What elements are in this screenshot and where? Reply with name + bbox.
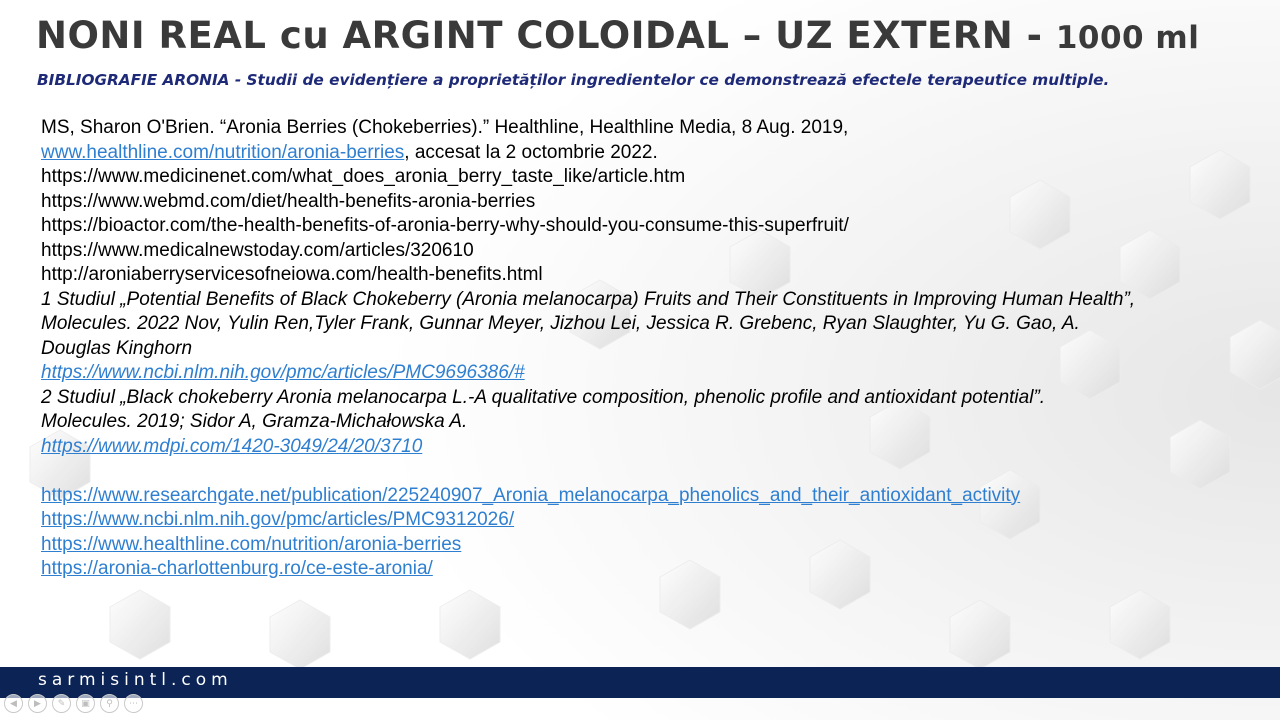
- bibliography-list: [41, 116, 1276, 582]
- reference-3: https://www.webmd.com/diet/health-benefits-aronia-berries: [41, 190, 536, 212]
- slides-icon[interactable]: ▣: [76, 694, 95, 713]
- reference-5: https://www.medicalnewstoday.com/articles/320610: [41, 239, 474, 261]
- spacer: [41, 459, 1276, 484]
- reference-1-line2: [41, 141, 1276, 166]
- footer-bar: [0, 667, 1280, 698]
- reference-2: https://www.medicinenet.com/what_does_aronia_berry_taste_like/article.htm: [41, 166, 686, 187]
- prev-icon[interactable]: ◀: [4, 694, 23, 713]
- study-2-line-2: Molecules. 2019; Sidor A, Gramza-Michałowska A.: [41, 411, 468, 432]
- reference-1-suffix: , accesat la 2 octombrie 2022.: [404, 141, 658, 163]
- footer-site: sarmisintl.com: [38, 670, 233, 690]
- reference-1-text: MS, Sharon O'Brien. “Aronia Berries (Chokeberries).” Healthline, Healthline Media, 8 Aug. 2019,: [41, 117, 849, 138]
- study-1-line-3: Douglas Kinghorn: [41, 337, 193, 359]
- presentation-toolbar: [4, 694, 143, 718]
- title-volume: 1000 ml: [1055, 20, 1200, 56]
- link-aronia-charlottenburg[interactable]: https://aronia-charlottenburg.ro/ce-este-aronia/: [41, 558, 433, 579]
- link-ncbi[interactable]: https://www.ncbi.nlm.nih.gov/pmc/articles/PMC9312026/: [41, 509, 515, 530]
- study-1-line-1: 1 Studiul „Potential Benefits of Black Chokeberry (Aronia melanocarpa) Fruits and Their Constituents in Improving Human Health”,: [41, 288, 1136, 310]
- more-icon[interactable]: ⋯: [124, 694, 143, 713]
- study-1-line-2: Molecules. 2022 Nov, Yulin Ren,Tyler Frank, Gunnar Meyer, Jizhou Lei, Jessica R. Grebenc, Ryan Slaughter, Yu G. Gao, A.: [41, 313, 1080, 334]
- next-icon[interactable]: ▶: [28, 694, 47, 713]
- link-researchgate[interactable]: https://www.researchgate.net/publication/225240907_Aronia_melanocarpa_phenolics_and_their_antioxidant_activity: [41, 484, 1021, 506]
- study-1-link[interactable]: https://www.ncbi.nlm.nih.gov/pmc/articles/PMC9696386/#: [41, 362, 525, 383]
- reference-1-link[interactable]: www.healthline.com/nutrition/aronia-berries: [41, 141, 405, 163]
- study-2-line-1: 2 Studiul „Black chokeberry Aronia melanocarpa L.-A qualitative composition, phenolic profile and antioxidant potential”.: [41, 386, 1046, 408]
- slide-title: [36, 14, 1199, 57]
- title-main: NONI REAL cu ARGINT COLOIDAL – UZ EXTERN -: [36, 14, 1056, 57]
- link-healthline[interactable]: https://www.healthline.com/nutrition/aronia-berries: [41, 533, 462, 555]
- reference-6: http://aroniaberryservicesofneiowa.com/health-benefits.html: [41, 264, 543, 285]
- pen-icon[interactable]: ✎: [52, 694, 71, 713]
- reference-4: https://bioactor.com/the-health-benefits-of-aronia-berry-why-should-you-consume-this-superfruit/: [41, 215, 849, 236]
- slide-subtitle: BIBLIOGRAFIE ARONIA - Studii de evidențiere a proprietăților ingredientelor ce demonstrează efectele terapeutice multiple.: [37, 71, 1110, 89]
- study-2-link[interactable]: https://www.mdpi.com/1420-3049/24/20/3710: [41, 435, 423, 457]
- zoom-icon[interactable]: ⚲: [100, 694, 119, 713]
